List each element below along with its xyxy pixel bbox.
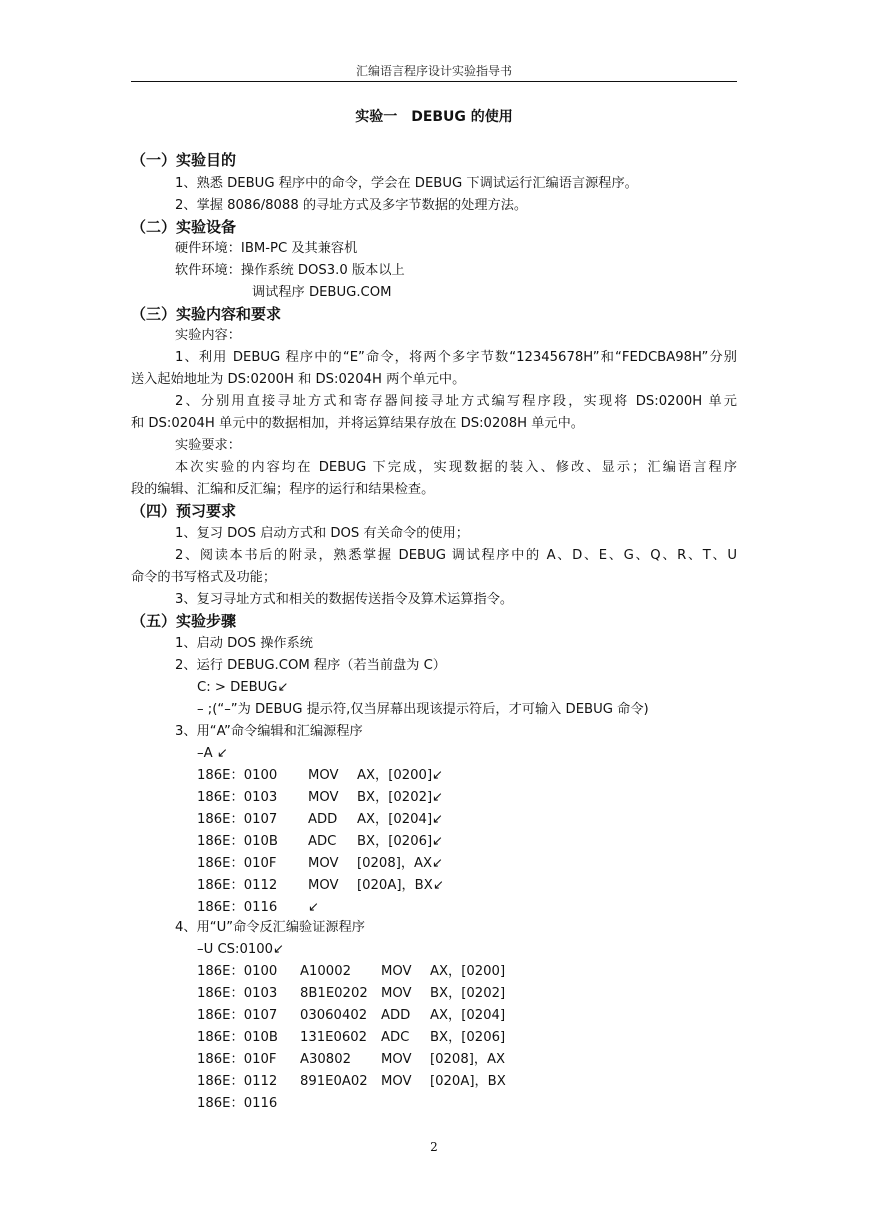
dis-operands: BX，[0206]: [430, 1030, 506, 1045]
asm-operands: [0208]，AX: [357, 856, 433, 871]
requirements-label: 实验要求：: [175, 438, 241, 453]
dis-machine-code: 03060402: [300, 1008, 368, 1023]
step-3-command: –A ↙: [197, 746, 228, 761]
step-2: 2、运行 DEBUG.COM 程序（若当前盘为 C）: [175, 658, 446, 673]
preview-item-3: 3、复习寻址方式和相关的数据传送指令及算术运算指令。: [175, 592, 514, 607]
equipment-hardware: 硬件环境：IBM-PC 及其兼容机: [175, 241, 358, 256]
section-heading-equipment: （二）实验设备: [131, 218, 237, 236]
dis-operands: [0208]，AX: [430, 1052, 506, 1067]
dis-operands: AX，[0204]: [430, 1008, 506, 1023]
dis-machine-code: A30802: [300, 1052, 351, 1067]
content-item-1-line-1: 1、利用 DEBUG 程序中的“E”命令，将两个多字节数“12345678H”和“FEDCBA98H”分别: [175, 350, 737, 365]
asm-operands: AX，[0204]: [357, 812, 433, 827]
step-3: 3、用“A”命令编辑和汇编源程序: [175, 724, 363, 739]
step-4: 4、用“U”命令反汇编验证源程序: [175, 920, 365, 935]
enter-key-icon: ↙: [308, 900, 319, 915]
asm-opcode: MOV: [308, 856, 339, 871]
asm-operands: BX，[0202]: [357, 790, 433, 805]
enter-key-icon: ↙: [432, 812, 443, 827]
asm-opcode: ADD: [308, 812, 338, 827]
running-header: 汇编语言程序设计实验指导书: [355, 64, 512, 78]
purpose-item-1: 1、熟悉 DEBUG 程序中的命令，学会在 DEBUG 下调试运行汇编语言源程序。: [175, 176, 638, 191]
enter-key-icon: ↙: [432, 768, 443, 783]
dis-opcode: ADD: [381, 1008, 411, 1023]
requirements-line-2: 段的编辑、汇编和反汇编；程序的运行和结果检查。: [131, 482, 435, 497]
document-title: 实验一 DEBUG 的使用: [355, 109, 513, 125]
dis-address: 186E：0107: [197, 1008, 278, 1023]
dis-opcode: MOV: [381, 1052, 412, 1067]
enter-key-icon: ↙: [216, 746, 228, 761]
dis-machine-code: A10002: [300, 964, 351, 979]
content-item-1-line-2: 送入起始地址为 DS:0200H 和 DS:0204H 两个单元中。: [131, 372, 466, 387]
section-heading-content: （三）实验内容和要求: [131, 305, 282, 323]
content-label: 实验内容：: [175, 328, 241, 343]
asm-operands: [020A]，BX: [357, 878, 433, 893]
equipment-debugger: 调试程序 DEBUG.COM: [252, 285, 392, 300]
dis-machine-code: 891E0A02: [300, 1074, 368, 1089]
asm-address: 186E：0116: [197, 900, 278, 915]
dis-address: 186E：0116: [197, 1096, 278, 1111]
dis-opcode: MOV: [381, 986, 412, 1001]
content-item-2-line-2: 和 DS:0204H 单元中的数据相加，并将运算结果存放在 DS:0208H 单元中。: [131, 416, 584, 431]
content-item-2-line-1: 2、分别用直接寻址方式和寄存器间接寻址方式编写程序段，实现将 DS:0200H 单元: [175, 394, 737, 409]
requirements-line-1: 本次实验的内容均在 DEBUG 下完成，实现数据的装入、修改、显示；汇编语言程序: [175, 460, 737, 475]
dis-machine-code: 131E0602: [300, 1030, 368, 1045]
dis-address: 186E：0100: [197, 964, 278, 979]
dis-address: 186E：010F: [197, 1052, 277, 1067]
equipment-software: 软件环境：操作系统 DOS3.0 版本以上: [175, 263, 405, 278]
asm-address: 186E：0103: [197, 790, 278, 805]
asm-operands: BX，[0206]: [357, 834, 433, 849]
step-1: 1、启动 DOS 操作系统: [175, 636, 313, 651]
asm-opcode: MOV: [308, 768, 339, 783]
step-4-command: –U CS:0100↙: [197, 942, 284, 957]
asm-opcode: MOV: [308, 790, 339, 805]
preview-item-1: 1、复习 DOS 启动方式和 DOS 有关命令的使用；: [175, 526, 469, 541]
section-heading-steps: （五）实验步骤: [131, 612, 237, 630]
enter-key-icon: ↙: [433, 878, 444, 893]
preview-item-2-line-2: 命令的书写格式及功能；: [131, 570, 277, 585]
section-heading-purpose: （一）实验目的: [131, 151, 237, 169]
asm-address: 186E：0107: [197, 812, 278, 827]
dis-operands: BX，[0202]: [430, 986, 506, 1001]
preview-item-2-line-1: 2、阅读本书后的附录，熟悉掌握 DEBUG 调试程序中的 A、D、E、G、Q、R、T、U: [175, 548, 737, 563]
asm-opcode: ADC: [308, 834, 337, 849]
enter-key-icon: ↙: [277, 680, 289, 695]
enter-key-icon: ↙: [432, 856, 443, 871]
step-2-note: – ;(“–”为 DEBUG 提示符,仅当屏幕出现该提示符后，才可输入 DEBUG 命令): [197, 702, 649, 717]
header-rule: [131, 81, 737, 82]
dis-address: 186E：010B: [197, 1030, 278, 1045]
dis-address: 186E：0103: [197, 986, 278, 1001]
asm-address: 186E：010B: [197, 834, 278, 849]
asm-address: 186E：0100: [197, 768, 278, 783]
asm-operands: AX，[0200]: [357, 768, 433, 783]
enter-key-icon: ↙: [273, 942, 284, 957]
dis-operands: AX，[0200]: [430, 964, 506, 979]
asm-opcode: MOV: [308, 878, 339, 893]
dis-opcode: MOV: [381, 1074, 412, 1089]
purpose-item-2: 2、掌握 8086/8088 的寻址方式及多字节数据的处理方法。: [175, 198, 528, 213]
dis-opcode: ADC: [381, 1030, 410, 1045]
dis-machine-code: 8B1E0202: [300, 986, 368, 1001]
enter-key-icon: ↙: [432, 790, 443, 805]
asm-address: 186E：0112: [197, 878, 278, 893]
dis-opcode: MOV: [381, 964, 412, 979]
asm-address: 186E：010F: [197, 856, 277, 871]
section-heading-preview: （四）预习要求: [131, 502, 237, 520]
page-number: 2: [430, 1140, 438, 1154]
step-2-command: C: > DEBUG↙: [197, 680, 289, 695]
enter-key-icon: ↙: [432, 834, 443, 849]
dis-operands: [020A]，BX: [430, 1074, 506, 1089]
dis-address: 186E：0112: [197, 1074, 278, 1089]
